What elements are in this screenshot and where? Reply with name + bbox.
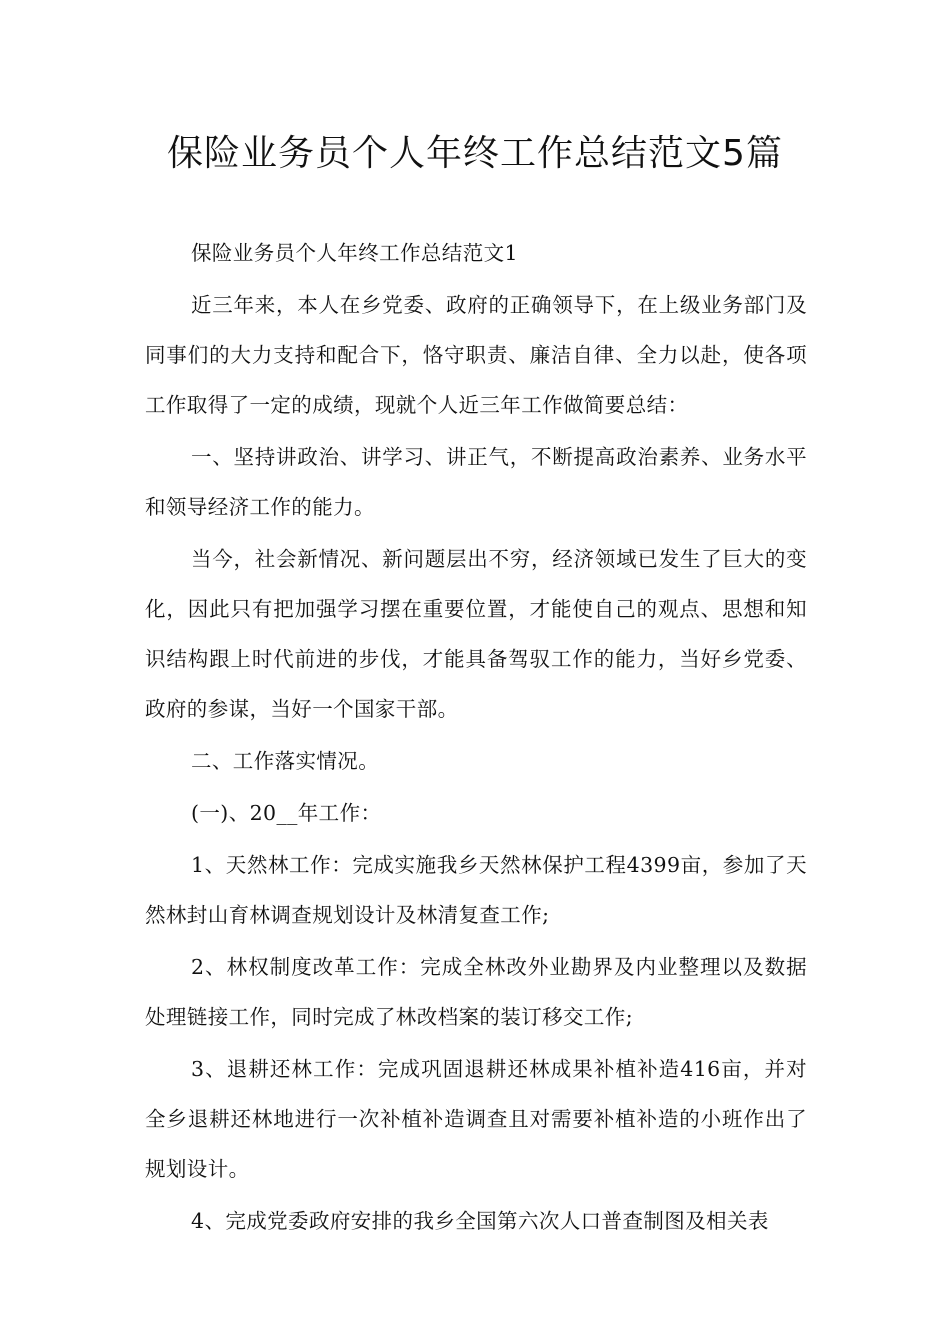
paragraph-item-4: 4、完成党委政府安排的我乡全国第六次人口普查制图及相关表 [191,1209,769,1233]
paragraph-heading-1: 保险业务员个人年终工作总结范文1 [191,241,518,265]
paragraph-subsection-1: (一)、20__年工作： [191,801,382,825]
paragraph-intro: 近三年来，本人在乡党委、政府的正确领导下，在上级业务部门及同事们的大力支持和配合下，恪守职责、廉洁自律、全力以赴，使各项工作取得了一定的成绩，现就个人近三年工作做简要总结： [145,293,807,417]
paragraph-section-1: 一、坚持讲政治、讲学习、讲正气，不断提高政治素养、业务水平和领导经济工作的能力。 [145,445,807,519]
paragraph-item-2: 2、林权制度改革工作：完成全林改外业勘界及内业整理以及数据处理链接工作，同时完成了林改档案的装订移交工作; [145,955,807,1029]
paragraph-item-1: 1、天然林工作：完成实施我乡天然林保护工程4399亩，参加了天然林封山育林调查规划设计及林清复查工作; [145,853,807,927]
paragraph-study: 当今，社会新情况、新问题层出不穷，经济领域已发生了巨大的变化，因此只有把加强学习摆在重要位置，才能使自己的观点、思想和知识结构跟上时代前进的步伐，才能具备驾驭工作的能力，当好乡党委、政府的参谋，当好一个国家干部。 [145,547,807,721]
document-body [145,228,807,1248]
document-title: 保险业务员个人年终工作总结范文5篇 [167,133,783,174]
paragraph-section-2: 二、工作落实情况。 [191,749,380,773]
paragraph-item-3: 3、退耕还林工作：完成巩固退耕还林成果补植补造416亩，并对全乡退耕还林地进行一次补植补造调查且对需要补植补造的小班作出了规划设计。 [145,1057,807,1181]
